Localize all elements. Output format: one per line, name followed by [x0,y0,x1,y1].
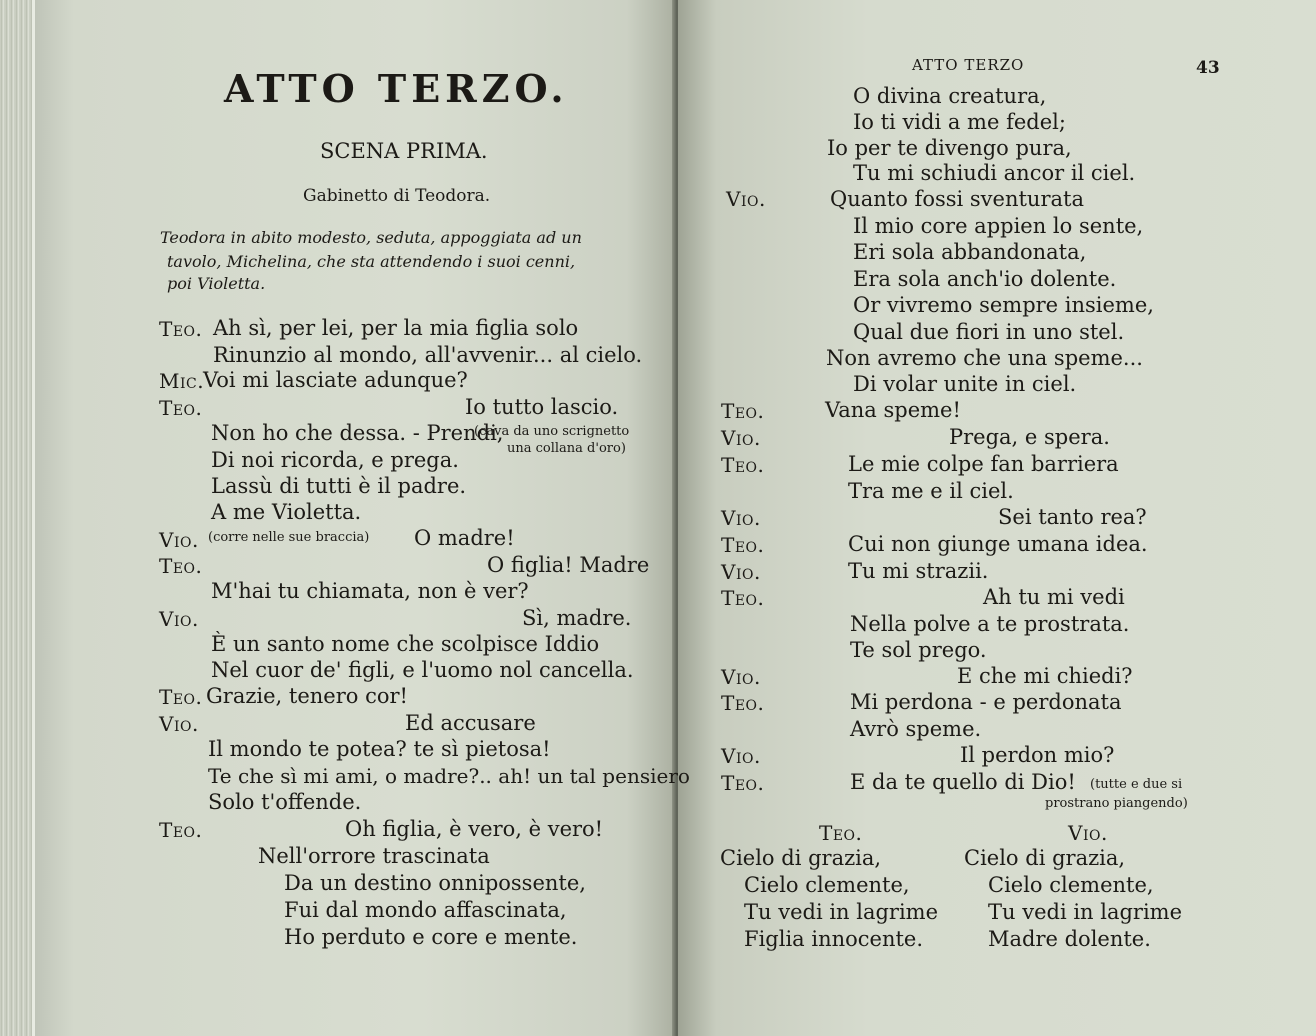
verse-line: Il perdon mio? [960,743,1115,767]
duet-line-right: Cielo di grazia, [964,846,1126,870]
verse-line: O divina creatura, [853,84,1047,108]
verse-line: Di noi ricorda, e prega. [211,448,459,472]
verse-line: Voi mi lasciate adunque? [203,368,468,392]
page-edges [0,0,34,1036]
verse-line: Fui dal mondo affascinata, [284,898,567,922]
verse-line: Nel cuor de' figli, e l'uomo nol cancella. [211,658,634,682]
verse-line: Io tutto lascio. [465,395,619,419]
verse-line: È un santo nome che scolpisce Iddio [211,632,600,656]
speaker: Vio. [159,712,199,736]
verse-line: Non ho che dessa. - Prendi, [211,421,504,445]
verse-line: Rinunzio al mondo, all'avvenir... al cielo. [213,343,643,367]
speaker: Vio. [159,607,199,631]
verse-line: Prega, e spera. [949,425,1110,449]
verse-line: E da te quello di Dio! [850,770,1076,794]
verse-line: Di volar unite in ciel. [853,372,1077,396]
verse-line: Vana speme! [825,398,961,422]
duet-line-left: Cielo di grazia, [720,846,882,870]
stage-direction-2: tavolo, Michelina, che sta attendendo i suoi cenni, [167,252,576,271]
verse-line: Io per te divengo pura, [827,136,1072,160]
verse-line: Tu mi schiudi ancor il ciel. [853,161,1136,185]
speaker: Teo. [721,399,765,423]
setting-line: Gabinetto di Teodora. [303,186,491,206]
duet-line-right: Tu vedi in lagrime [988,900,1183,924]
speaker: Vio. [721,506,761,530]
speaker: Teo. [159,818,203,842]
verse-line: Sei tanto rea? [998,505,1147,529]
scene-heading: SCENA PRIMA. [320,139,488,163]
speaker: Teo. [159,317,203,341]
speaker: Teo. [721,453,765,477]
verse-line: Te che sì mi ami, o madre?.. ah! un tal pensiero [208,764,690,788]
speaker: Teo. [721,533,765,557]
duet-line-right: Madre dolente. [988,927,1151,951]
speaker: Teo. [159,554,203,578]
verse-line: Te sol prego. [850,638,987,662]
verse-line: Ho perduto e core e mente. [284,925,578,949]
stage-direction-1: Teodora in abito modesto, seduta, appoggiata ad un [160,228,582,247]
aside-direction: prostrano piangendo) [1045,796,1188,811]
speaker: Vio. [721,665,761,689]
verse-line: Or vivremo sempre insieme, [853,293,1154,317]
act-title: ATTO TERZO. [224,66,569,111]
verse-line: Ah tu mi vedi [983,585,1125,609]
verse-line: O figlia! Madre [487,553,650,577]
duet-line-right: Cielo clemente, [988,873,1154,897]
verse-line: Ed accusare [405,711,536,735]
aside-direction: (cava da uno scrignetto [474,424,630,439]
verse-line: Da un destino onnipossente, [284,871,586,895]
verse-line: E che mi chiedi? [957,664,1133,688]
verse-line: Quanto fossi sventurata [830,187,1084,211]
verse-line: A me Violetta. [211,500,362,524]
speaker: Teo. [721,691,765,715]
verse-line: Avrò speme. [850,717,982,741]
aside-direction: (tutte e due si [1090,777,1183,792]
verse-line: Oh figlia, è vero, è vero! [345,817,604,841]
verse-line: M'hai tu chiamata, non è ver? [211,579,529,603]
verse-line: Nella polve a te prostrata. [850,612,1130,636]
duet-speaker-right: Vio. [1068,821,1108,845]
verse-line: Il mio core appien lo sente, [853,214,1144,238]
duet-line-left: Cielo clemente, [744,873,910,897]
verse-line: Le mie colpe fan barriera [848,452,1119,476]
verse-line: Tu mi strazii. [848,559,989,583]
verse-line: Eri sola abbandonata, [853,240,1087,264]
verse-line: Ah sì, per lei, per la mia figlia solo [213,316,579,340]
speaker: Teo. [721,586,765,610]
stage-direction-3: poi Violetta. [167,274,266,293]
verse-line: Qual due fiori in uno stel. [853,320,1125,344]
page-number: 43 [1196,58,1220,78]
verse-line: Grazie, tenero cor! [206,684,408,708]
verse-line: Sì, madre. [522,606,632,630]
speaker: Vio. [159,528,199,552]
verse-line: Cui non giunge umana idea. [848,532,1148,556]
duet-line-left: Figlia innocente. [744,927,924,951]
verse-line: Io ti vidi a me fedel; [853,110,1066,134]
verse-line: Mi perdona - e perdonata [850,690,1122,714]
aside-direction: una collana d'oro) [507,441,626,456]
verse-line: O madre! [414,526,515,550]
speaker: Teo. [159,685,203,709]
aside-direction: (corre nelle sue braccia) [208,530,370,545]
duet-line-left: Tu vedi in lagrime [744,900,939,924]
speaker: Teo. [721,771,765,795]
verse-line: Il mondo te potea? te sì pietosa! [208,737,551,761]
verse-line: Tra me e il ciel. [848,479,1014,503]
duet-speaker-left: Teo. [819,821,863,845]
running-header: ATTO TERZO [912,56,1025,74]
verse-line: Non avremo che una speme... [826,346,1143,370]
verse-line: Solo t'offende. [208,790,362,814]
verse-line: Lassù di tutti è il padre. [211,474,467,498]
speaker: Vio. [726,187,766,211]
speaker: Mic. [159,369,205,393]
speaker: Vio. [721,560,761,584]
verse-line: Era sola anch'io dolente. [853,267,1117,291]
speaker: Teo. [159,396,203,420]
verse-line: Nell'orrore trascinata [258,844,490,868]
speaker: Vio. [721,426,761,450]
speaker: Vio. [721,744,761,768]
